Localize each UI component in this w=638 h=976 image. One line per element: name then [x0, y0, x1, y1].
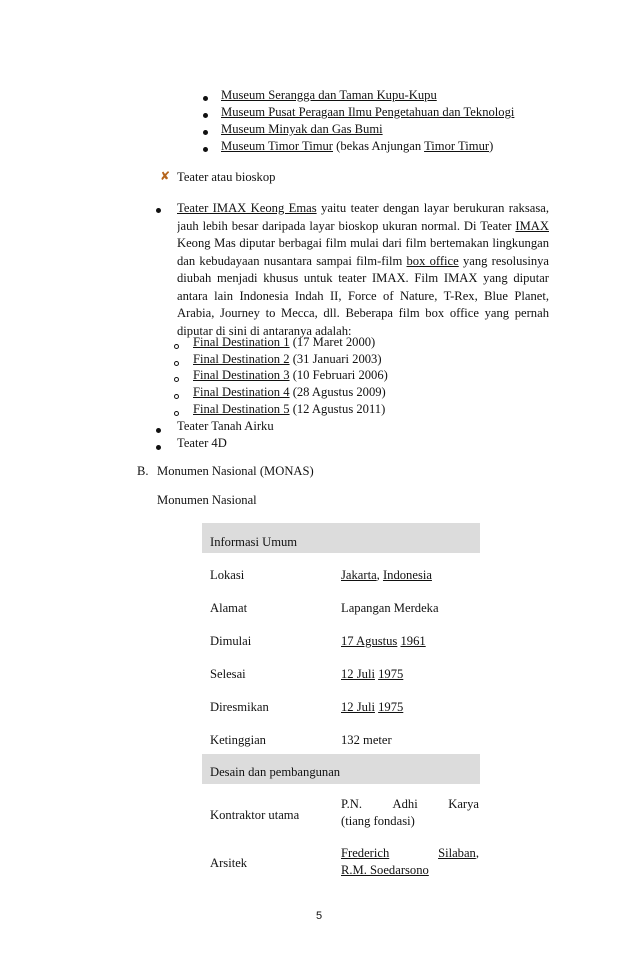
section-subtitle: Monumen Nasional	[157, 493, 257, 507]
museum-link[interactable]: Museum Serangga dan Taman Kupu-Kupu	[221, 88, 437, 102]
bullet-icon	[156, 445, 161, 450]
bullet-icon	[203, 96, 208, 101]
row-value	[341, 667, 403, 682]
row-label: Lokasi	[210, 568, 245, 582]
theater-heading: Teater atau bioskop	[177, 170, 276, 184]
paren: )	[489, 139, 494, 153]
row-value: 132 meter	[341, 733, 392, 747]
architect-link[interactable]: Silaban	[438, 846, 476, 860]
row-label: Arsitek	[210, 856, 248, 870]
film-item: Final Destination 4 (28 Agustus 2009)	[193, 385, 386, 399]
circle-bullet-icon	[174, 411, 179, 416]
row-label: Selesai	[210, 667, 246, 681]
row-label: Dimulai	[210, 634, 252, 648]
row-value	[341, 634, 426, 649]
museum-link[interactable]: Museum Timor Timur	[221, 139, 333, 153]
section-title: Monumen Nasional (MONAS)	[157, 464, 314, 478]
circle-bullet-icon	[174, 394, 179, 399]
table-header-label: Informasi Umum	[210, 535, 298, 549]
row-label: Kontraktor utama	[210, 808, 300, 822]
value-link[interactable]: 1961	[400, 634, 426, 648]
museum-link[interactable]: Museum Pusat Peragaan Ilmu Pengetahuan dan Teknologi	[221, 105, 515, 119]
value-link[interactable]: 17 Agustus	[341, 634, 398, 648]
row-value: Lapangan Merdeka	[341, 601, 439, 615]
circle-bullet-icon	[174, 361, 179, 366]
circle-bullet-icon	[174, 344, 179, 349]
bullet-icon	[156, 208, 161, 213]
row-value: Jakarta, Indonesia	[341, 568, 432, 582]
film-link[interactable]: Final Destination 5	[193, 402, 290, 416]
museum-link[interactable]: Museum Minyak dan Gas Bumi	[221, 122, 383, 136]
theater-item: Teater 4D	[177, 436, 227, 450]
architect-link[interactable]: R.M. Soedarsono	[341, 863, 429, 877]
row-value: Frederich Silaban, R.M. Soedarsono	[341, 846, 479, 877]
row-value: P.N. Adhi Karya (tiang fondasi)	[341, 797, 479, 828]
museum-item	[221, 139, 493, 154]
table-header	[202, 754, 480, 784]
row-label: Ketinggian	[210, 733, 266, 747]
value-link[interactable]: 1975	[378, 700, 404, 714]
museum-note: (bekas Anjungan	[333, 139, 425, 153]
table-header-label: Desain dan pembangunan	[210, 765, 341, 779]
section-marker: B.	[137, 464, 149, 478]
row-label: Alamat	[210, 601, 248, 615]
imax-word-link[interactable]: IMAX	[515, 218, 549, 233]
box-office-link[interactable]: box office	[406, 253, 459, 268]
value-link[interactable]: 12 Juli	[341, 667, 375, 681]
film-item: Final Destination 1 (17 Maret 2000)	[193, 335, 376, 349]
film-item: Final Destination 5 (12 Agustus 2011)	[193, 402, 386, 416]
film-link[interactable]: Final Destination 1	[193, 335, 290, 349]
imax-link[interactable]: Teater IMAX Keong Emas	[177, 201, 317, 215]
film-item: Final Destination 3 (10 Februari 2006)	[193, 368, 388, 382]
bullet-icon	[203, 130, 208, 135]
bullet-icon	[156, 428, 161, 433]
film-link[interactable]: Final Destination 2	[193, 352, 290, 366]
bullet-icon	[203, 147, 208, 152]
film-item: Final Destination 2 (31 Januari 2003)	[193, 352, 382, 366]
architect-link[interactable]: Frederich	[341, 846, 390, 860]
circle-bullet-icon	[174, 377, 179, 382]
value-link[interactable]: 1975	[378, 667, 404, 681]
film-link[interactable]: Final Destination 3	[193, 368, 290, 382]
film-link[interactable]: Final Destination 4	[193, 385, 290, 399]
value-link[interactable]: Jakarta	[341, 568, 377, 582]
theater-item: Teater Tanah Airku	[177, 419, 274, 433]
bullet-icon	[203, 113, 208, 118]
value-link[interactable]: 12 Juli	[341, 700, 375, 714]
value-link[interactable]: Indonesia	[382, 568, 432, 582]
row-label: Diresmikan	[210, 700, 269, 714]
table-header	[202, 523, 480, 553]
imax-paragraph: Teater IMAX Keong Emas yaitu teater dengan layar berukuran raksasa, jauh lebih besar daripada layar bioskop ukuran normal. Di Teater IMAX Keong Mas diputar berbagai film mulai dari film bertemakan lingkungan dan kebudayaan nusantara sampai film-film box office yang resolusinya diubah menjadi khusus untuk teater IMAX. Film IMAX yang diputar antara lain Indonesia Indah II, Force of Nature, T-Rex, Blue Planet, Arabia, Journey to Mecca, dll. Beberapa film box office yang pernah diputar di sini di antaranya adalah:	[177, 201, 549, 338]
cross-mark-icon: ✘	[160, 169, 171, 183]
anjungan-link[interactable]: Timor Timur	[424, 139, 490, 153]
page-number: 5	[315, 910, 323, 922]
row-value	[341, 700, 403, 715]
